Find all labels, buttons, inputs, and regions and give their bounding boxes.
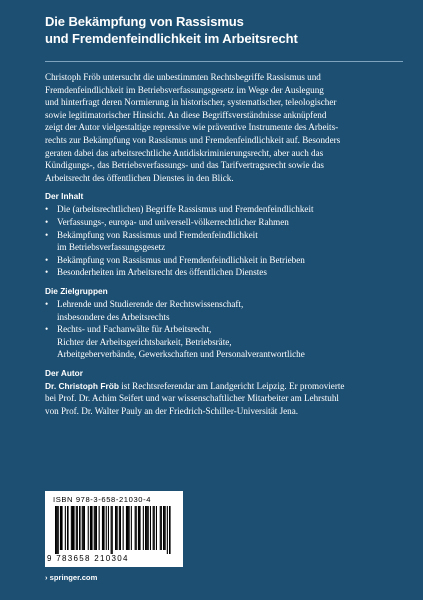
list-item: • Verfassungs-, europa- und universell-völkerrechtlicher Rahmen xyxy=(45,216,289,227)
barcode-bar xyxy=(94,506,95,550)
zielgruppen-list xyxy=(45,298,403,361)
barcode-bar xyxy=(58,506,59,554)
barcode-bar xyxy=(82,506,83,550)
list-item: • Lehrende und Studierende der Rechtswissenschaft, insbesondere des Arbeitsrechts xyxy=(45,298,244,322)
inhalt-heading: Der Inhalt xyxy=(45,191,84,202)
title-divider xyxy=(45,61,403,62)
barcode-bar xyxy=(153,506,154,550)
barcode-bar xyxy=(148,506,149,550)
barcode-bar xyxy=(154,506,155,550)
barcode-bar xyxy=(79,506,81,550)
barcode-bar xyxy=(147,506,148,550)
intro-line: rechts zur Bekämpfung von Rassismus und Fremdenfeindlichkeit auf. Besonders xyxy=(45,134,341,145)
isbn-label: ISBN 978-3-658-21030-4 xyxy=(53,495,152,504)
barcode-bar xyxy=(156,506,157,550)
inhalt-list xyxy=(45,203,403,279)
barcode-bar xyxy=(72,506,73,550)
barcode-bar xyxy=(55,506,57,554)
barcode-bar xyxy=(163,506,165,550)
barcode-bar xyxy=(61,506,63,550)
zielgruppen-heading: Die Zielgruppen xyxy=(45,285,108,296)
list-item: • Rechts- und Fachanwälte für Arbeitsrecht, Richter der Arbeitsgerichtsbarkeit, Betriebsräte, Arbeitgeberverbände, Gewerkschaften und Personalverantwortliche xyxy=(45,324,305,360)
barcode-bar xyxy=(90,506,91,550)
list-item: • Bekämpfung von Rassismus und Fremdenfeindlichkeit im Betriebsverfassungsgesetz xyxy=(45,229,258,253)
barcode-bar xyxy=(103,506,105,550)
intro-line: sowie legitimatorischer Hinsicht. An diese Begriffsverständnisse anknüpfend xyxy=(45,109,327,120)
list-item: • Besonderheiten im Arbeitsrecht des öffentlichen Dienstes xyxy=(45,267,267,278)
intro-line: zeigt der Autor vielgestaltige repressive wie präventive Instrumente des Arbeits- xyxy=(45,122,339,133)
barcode-bar xyxy=(95,506,96,550)
barcode-bar xyxy=(111,506,112,554)
barcode-bar xyxy=(145,506,147,550)
barcode-bar xyxy=(60,506,61,550)
barcode-bar xyxy=(57,506,58,554)
author-bio: Dr. Christoph Fröb ist Rechtsreferendar am Landgericht Leipzig. Er promovierte bei Prof. Dr. Achim Seifert und war wissenschaftlicher Mitarbeiter am Lehrstuhl von Prof. Dr. Walter Pauly an der Friedrich-Schiller-Universität Jena. xyxy=(45,380,345,417)
barcode-bar xyxy=(139,506,141,550)
barcode-bar xyxy=(129,506,130,550)
barcode-bar xyxy=(108,506,109,550)
barcode-bar xyxy=(71,506,72,550)
barcode xyxy=(45,491,183,567)
barcode-bar xyxy=(135,506,136,550)
barcode-bar xyxy=(91,506,93,550)
intro-line: Fremdenfeindlichkeit im Betriebsverfassungsgesetz im Wege der Auslegung xyxy=(45,84,324,95)
barcode-bar xyxy=(84,506,85,550)
barcode-bar xyxy=(138,506,139,550)
publisher-website[interactable]: › springer.com xyxy=(45,573,98,582)
barcode-bar xyxy=(67,506,69,550)
barcode-bar xyxy=(160,506,161,550)
barcode-bar xyxy=(115,506,117,550)
barcode-bar xyxy=(76,506,77,550)
barcode-bar xyxy=(102,506,103,550)
barcode-bar xyxy=(126,506,127,550)
barcode-bar xyxy=(65,506,66,550)
list-item: • Bekämpfung von Rassismus und Fremdenfeindlichkeit in Betrieben xyxy=(45,254,305,265)
intro-line: Arbeitsrecht des öffentlichen Dienstes in den Blick. xyxy=(45,172,234,183)
barcode-bar xyxy=(99,506,100,550)
intro-line: und hinterfragt deren Normierung in historischer, systematischer, teleologischer xyxy=(45,97,337,108)
barcode-bar xyxy=(83,506,84,550)
barcode-digits: 9 783658 210304 xyxy=(47,554,129,563)
barcode-bar xyxy=(131,506,132,550)
title-line-1: Die Bekämpfung von Rassismus xyxy=(45,14,244,29)
barcode-bar xyxy=(73,506,75,550)
author-name: Dr. Christoph Fröb xyxy=(45,380,119,391)
barcode-bar xyxy=(150,506,151,550)
barcode-bar xyxy=(96,506,97,550)
barcode-bar xyxy=(136,506,137,550)
intro-line: Kündigungs-, das Betriebsverfassungs- und das Tarifvertragsrecht sowie das xyxy=(45,160,324,171)
intro-paragraph xyxy=(45,71,403,184)
barcode-bar xyxy=(167,506,168,554)
barcode-bar xyxy=(106,506,107,550)
barcode-bar xyxy=(120,506,121,550)
title-line-2: und Fremdenfeindlichkeit im Arbeitsrecht xyxy=(45,31,298,46)
barcode-bar xyxy=(112,506,113,554)
barcode-bar xyxy=(117,506,118,550)
barcode-bar xyxy=(169,506,171,554)
barcode-bar xyxy=(123,506,124,550)
barcode-bar xyxy=(143,506,144,550)
intro-line: geraten dabei das arbeitsrechtliche Antidiskriminierungsrecht, aber auch das xyxy=(45,147,324,158)
barcode-bar xyxy=(127,506,129,550)
barcode-bar xyxy=(161,506,162,550)
book-title xyxy=(45,13,403,47)
barcode-bars xyxy=(52,506,178,554)
barcode-bar xyxy=(119,506,120,550)
barcode-bar xyxy=(77,506,78,550)
barcode-bar xyxy=(165,506,166,550)
intro-line: Christoph Fröb untersucht die unbestimmten Rechtsbegriffe Rassismus und xyxy=(45,72,321,82)
autor-heading: Der Autor xyxy=(45,367,83,378)
barcode-bar xyxy=(88,506,89,550)
list-item: • Die (arbeitsrechtlichen) Begriffe Rassismus und Fremdenfeindlichkeit xyxy=(45,204,314,215)
